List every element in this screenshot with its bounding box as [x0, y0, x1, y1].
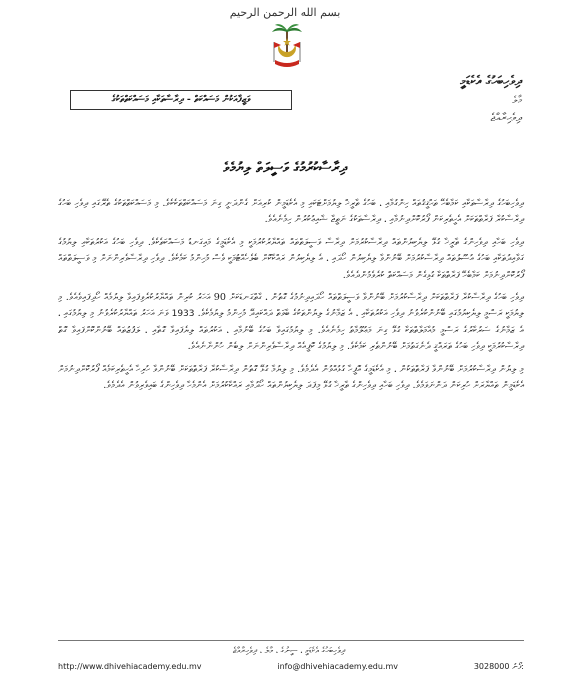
national-emblem-icon — [268, 22, 306, 70]
bismillah-heading: بسم الله الرحمن الرحيم — [229, 6, 341, 19]
body-paragraph: މި ލިޔުން ދިރާސާކުރުމަށް ބޭނުންވާ ފަރާތްތަކުން ، މި އެކެޑަމީގެ އޮފީހާ ގުޅުއްވުން އެދެމެވެ. މި ލިޔުމާ ގުޅޭ ގޮތުން ދިރާސާކުރާ ފަރާތްތަކަށް ބޭނުންވާ ހުރިހާ އެހީތެރިކަމެއް ފޯރުކޮށްދިނުމަށް އެކެޑަމީން ތައްޔާރަށް ހުރިކަން ދަންނަވަމެވެ. ދިވެހި ބަހާއި ދިވެހިންގެ ތާރީޚާ ގުޅޭ މިފަދަ ލިޔެކިޔުންތައް ހޯދުމާއި ރައްކާކުރުމަށް އެންމެހާ ދިވެހިންގެ ބައިވެރިވުން އެދެމެވެ. — [58, 363, 524, 392]
phone-label: ފޯނު: — [512, 662, 524, 671]
organization-location: މާލެ — [512, 95, 522, 106]
body-paragraph-text: ދިވެހި ބަހުގެ ދިރާސާކުރާ ފަރާތްތަކަށް ދިރާސާކުރުމަށް ބޭނުންވާ ވަސީލަތްތައް ހޯދައިދިނުމުގެ ގޮތުން ، ގާތްގަނޑަކަށް 90 އަހަރު ކުރިން ތައްޔާރުކުރެވިފައިވާ ލިޔުމެއް ހޯދިފައިވެއެވެ. މި ލިޔުމަކީ ރަސްމީ ލިޔެކިޔުމުގައި ބޭނުންކުރެވުނު ދިވެހި އަކުރުތަކާއި ، އެ ޒަމާނުގެ ލިޔުންތަކުގެ ބާވަތް ދައްކައިދޭ މުހިންމު ލިޔުމެކެވެ. — [58, 292, 524, 320]
phone-number: 3028000 — [473, 662, 510, 671]
document-body — [58, 196, 524, 400]
body-paragraph — [58, 290, 524, 356]
reference-number-box: ވަޒީފާއަކުން މަސައްކަތް - ދިރާސާތަކާއި މަސައްކަތްތަކުގެ — [70, 90, 292, 110]
footer-address: ދިވެހިބަހުގެ އެކެޑަމީ ، ސީނުގެ ، މާލެ ، ދިވެހިރާއްޖެ — [232, 646, 346, 656]
body-paragraph: ދިވެހިބަހުގެ ދިރާސާތަކާއި ކަމާބެހޭ ތަޙްޤީޤުތައް ހިންގުމާއި ، ބަހުގެ ތާރީޚް ލިޔުމަށްޓަކައި މި އެކެޑަމީން ކުރިއަށް ގެންދަނީ ގިނަ މަސައްކަތްތަކެކެވެ. މި މަސައްކަތްތަކުގެ ތެރޭގައި ދިވެހި ބަހުގެ ދިރާސާކުރާ ފަރާތްތަކަށް އެހީތެރިކަން ފޯރުކޮށްދިނުމާއި ، ދިރާސާތަކުގެ ނަތީޖާ ޝާއިޢުކުރުން ހިމެނެއެވެ. — [58, 198, 524, 226]
body-paragraph: ދިވެހި ބަހާއި ދިވެހިންގެ ތާރީޚާ ގުޅޭ ލިޔެކިޔުންތައް ދިރާސާކުރުމަށް ދިރާސާ ވަސީލަތްތައް ތައްޔާރުކުރުމަކީ މި އެކެޑަމީގެ މައިގަނޑު މަސައްކަތެކެވެ. ދިވެހި ބަހުގެ އަކުރުތަކާއި ލިޔުމުގެ ގަވާއިދުތަކާއި ބަހުގެ އުސޫލުތައް ދިރާސާކުރުމަށް ބޭނުންވާ ލިޔެކިޔުން ހޯދައި ، އެ ލިޔެކިޔުން ރައްކާކޮށް ބެލެހެއްޓުމަކީ ވެސް މުހިންމު ކަމެކެވެ. ދިވެހި ދިރާސާވެރިންނަށް މި ވަސީލަތްތައް ފޯރުކޮށްދިނުމަށް ކަމާބެހޭ ފަރާތްތަކާ ގުޅިގެން މަސައްކަތް ކުރެވެމުންދެއެވެ. — [58, 236, 524, 281]
phone-group — [474, 662, 524, 672]
website-link[interactable]: http://www.dhivehiacademy.edu.mv — [58, 662, 202, 671]
footer-contact-row — [58, 662, 524, 672]
organization-name: ދިވެހިބަހުގެ އެކެޑަމީ — [460, 74, 522, 89]
organization-country: ދިވެހިރާއްޖެ — [490, 111, 522, 124]
year-value: 1933 — [171, 309, 195, 320]
document-title: ދިރާސާކުރުމުގެ ވަސީލަތް ލިޔުމެވެ — [223, 160, 347, 176]
organization-address-block — [392, 72, 522, 126]
body-paragraph-text: ވަނަ އަހަރު ތައްޔާރުކުރެވުނު މި ލިޔުމުގައި ، އެ ޒަމާނުގެ ސަރުކާރުގެ ރަސްމީ މުއާމަލާތްތަކާ ގުޅޭ ގިނަ މަޢުލޫމާތު ހިމެނެއެވެ. މި ލިޔުމުގައިވާ ބަހުގެ ބޭނުމާއި ، އަކުރުތައް ލިޔެފައިވާ ގޮތާއި ، ލަފުޒުތައް ބޭނުންކޮށްފައިވާ ގޮތް ދިރާސާކުރުމަކީ ދިވެހި ބަހުގެ ތަރައްޤީ ދެނެގަތުމަށް ބޭނުންތެރި ކަމެކެވެ. މި ލިޔުމުގެ ކޮޕީއެއް ދިރާސާވެރިންނަށް ލިބެން ހުންނާނެއެވެ. — [58, 308, 524, 353]
email-link[interactable]: info@dhivehiacademy.edu.mv — [277, 662, 398, 671]
footer-divider — [58, 640, 524, 641]
